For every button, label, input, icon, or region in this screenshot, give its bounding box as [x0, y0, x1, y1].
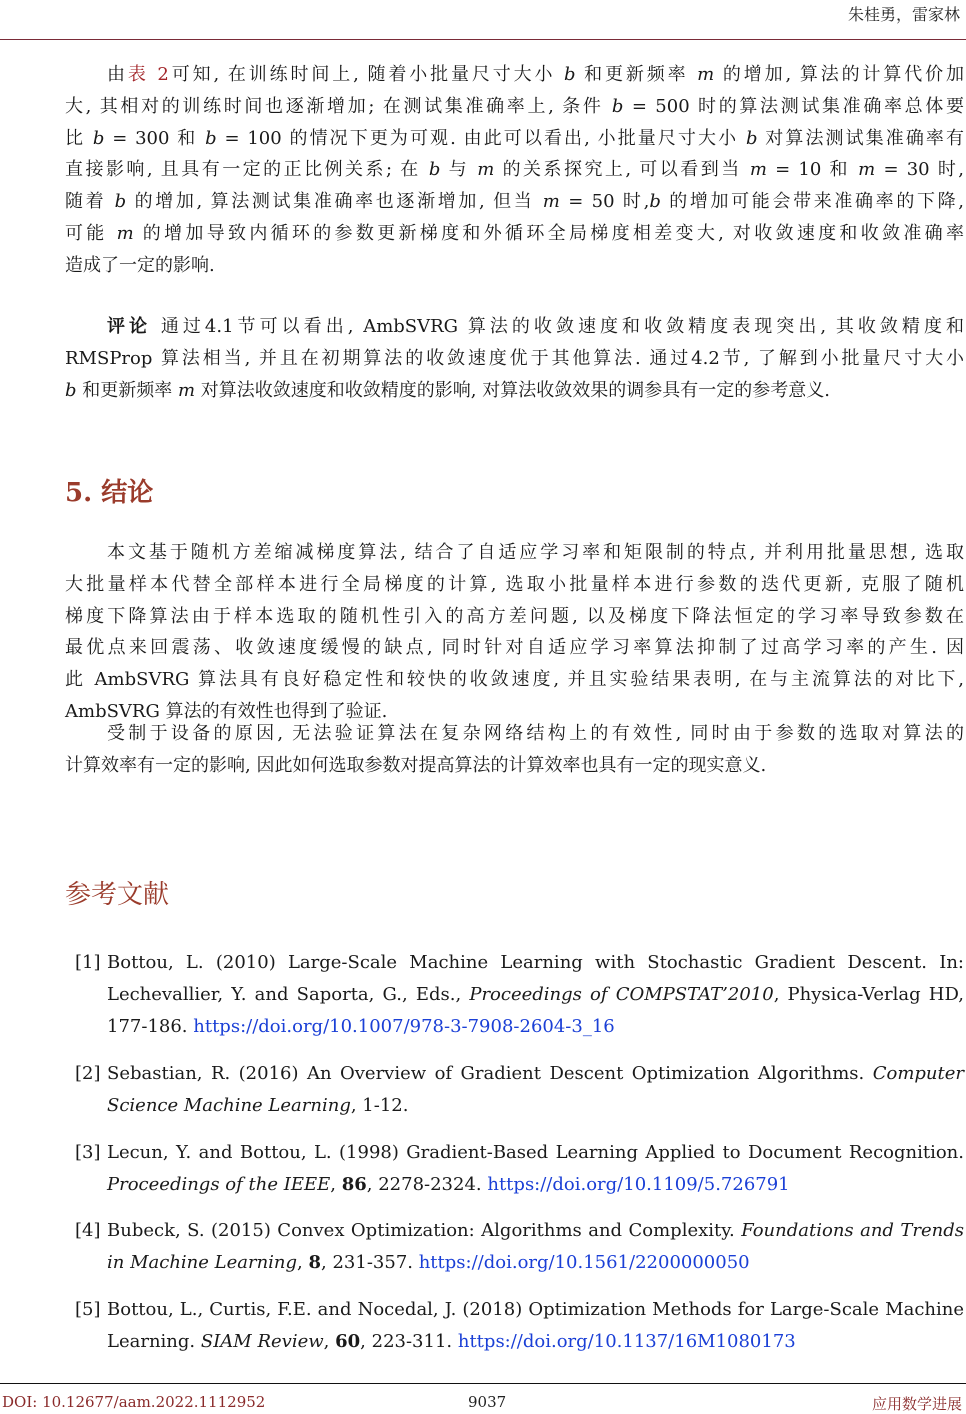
doi-link[interactable]: https://doi.org/10.1007/978-3-7908-2604-3_16 — [193, 1015, 615, 1037]
text-line — [65, 218, 964, 250]
text-run: 由 — [107, 64, 128, 85]
text-run: 的增加导致内循环的参数更新梯度和外循环全局梯度相差变大, 对收敛速度和收敛准确率 — [133, 222, 964, 244]
text-run: 的增加, 算法测试集准确率也逐渐增加, 但当 — [126, 191, 543, 213]
text-line — [65, 569, 964, 601]
italic-text: b — [611, 95, 624, 117]
italic-text: b — [564, 64, 576, 85]
text-run: 可能 — [65, 222, 117, 244]
text-run: 受制于设备的原因, 无法验证算法在复杂网络结构上的有效性, 同时由于参数的选取对算法的 — [107, 723, 964, 744]
text-run: 梯度下降算法由于样本选取的随机性引入的高方差问题, 以及梯度下降法恒定的学习率导致参数在 — [65, 605, 964, 627]
text-run: Sebastian, R. (2016) An Overview of Gradient Descent Optimization Algorithms. — [107, 1063, 873, 1084]
italic-text: m — [749, 159, 767, 181]
text-line — [65, 1058, 964, 1090]
text-line — [65, 601, 964, 633]
italic-text: m — [116, 222, 134, 244]
italic-text: b — [92, 127, 105, 149]
text-run: Bottou, L. (2010) Large-Scale Machine Learning with Stochastic Gradient Descent. In: — [107, 952, 964, 973]
text-line — [65, 947, 964, 979]
italic-text: SIAM Review — [200, 1330, 324, 1352]
text-run: = 50 时, — [559, 191, 650, 213]
reference-number: [3] — [75, 1142, 101, 1163]
paragraph-table2-analysis — [65, 59, 964, 282]
text-line — [65, 343, 964, 375]
text-line — [65, 979, 964, 1011]
running-header-authors: 朱桂勇，雷家林 — [847, 5, 960, 24]
text-line — [65, 375, 964, 407]
text-run: AmbSVRG 算法的有效性也得到了验证. — [65, 700, 388, 722]
text-line — [65, 1326, 964, 1358]
text-run: Lechevallier, Y. and Saporta, G., Eds., — [107, 983, 470, 1005]
footer-journal: 应用数学进展 — [871, 1395, 962, 1413]
text-run: = 500 时的算法测试集准确率总体要 — [623, 95, 964, 117]
reference-item — [65, 1137, 964, 1201]
italic-text: Science Machine Learning — [107, 1094, 351, 1116]
text-run: 通过4.1节可以看出, AmbSVRG 算法的收敛速度和收敛精度表现突出, 其收敛精度和 — [151, 316, 965, 337]
reference-number: [2] — [75, 1063, 101, 1084]
text-run: 本文基于随机方差缩减梯度算法, 结合了自适应学习率和矩限制的特点, 并利用批量思想, 选取 — [107, 542, 964, 563]
reference-number: [1] — [75, 952, 101, 973]
text-line — [65, 311, 964, 343]
italic-text: m — [177, 379, 196, 401]
text-run: 对算法收敛速度和收敛精度的影响, 对算法收敛效果的调参具有一定的参考意义. — [195, 379, 830, 401]
footer-rule — [0, 1383, 966, 1384]
text-run: = 10 和 — [766, 159, 859, 181]
text-run: 此 AmbSVRG 算法具有良好稳定性和较快的收敛速度, 并且实验结果表明, 在与主流算法的对比下, — [65, 669, 964, 691]
reference-item — [65, 1058, 964, 1122]
text-line — [65, 154, 964, 186]
text-run: 可知, 在训练时间上, 随着小批量尺寸大小 — [168, 64, 564, 85]
text-line — [65, 1090, 964, 1122]
section-heading-conclusion: 5. 结论 — [65, 478, 154, 508]
text-run: , — [297, 1251, 309, 1273]
text-run: 的增加可能会带来准确率的下降, — [660, 191, 964, 213]
text-run: Bubeck, S. (2015) Convex Optimization: Algorithms and Complexity. — [107, 1220, 742, 1241]
text-run: 177-186. — [107, 1015, 194, 1037]
italic-text: m — [858, 159, 876, 181]
text-run: 大, 其相对的训练时间也逐渐增加; 在测试集准确率上, 条件 — [65, 95, 612, 117]
reference-number: [5] — [75, 1299, 101, 1320]
italic-text: b — [745, 127, 758, 149]
text-line — [65, 1215, 964, 1247]
italic-text: b — [114, 191, 127, 213]
section-heading-references: 参考文献 — [65, 880, 170, 910]
text-run: , — [323, 1330, 336, 1352]
text-run: Bottou, L., Curtis, F.E. and Nocedal, J. (2018) Optimization Methods for Large-Scale Machine — [107, 1299, 964, 1320]
text-run: 和更新频率 — [76, 379, 178, 401]
text-run: , 1-12. — [350, 1094, 409, 1116]
paragraph-comment — [65, 311, 964, 406]
bold-text: 评论 — [107, 316, 152, 337]
text-run: , Physica-Verlag HD, — [773, 983, 964, 1005]
reference-item — [65, 947, 964, 1042]
text-run: 最优点来回震荡、收敛速度缓慢的缺点, 同时针对自适应学习率算法抑制了过高学习率的产生. 因 — [65, 637, 964, 659]
doi-link[interactable]: https://doi.org/10.1561/2200000050 — [418, 1251, 750, 1273]
text-run: RMSProp 算法相当, 并且在初期算法的收敛速度优于其他算法. 通过4.2节, 了解到小批量尺寸大小 — [65, 347, 964, 369]
italic-text: b — [428, 159, 441, 181]
text-line — [65, 186, 964, 218]
text-run: 和更新频率 — [575, 64, 698, 85]
text-line — [65, 632, 964, 664]
text-run: Learning. — [107, 1330, 201, 1352]
italic-text: b — [205, 127, 217, 149]
paragraph-conclusion-1 — [65, 537, 964, 728]
text-run: = 300 和 — [104, 127, 206, 149]
text-run: 对算法测试集准确率有 — [757, 127, 964, 149]
italic-text: b — [65, 379, 77, 401]
text-run: 的增加, 算法的计算代价加 — [714, 64, 964, 85]
text-line — [65, 1169, 964, 1201]
text-run: 造成了一定的影响. — [65, 254, 215, 276]
text-line — [65, 59, 964, 91]
italic-text: m — [697, 64, 715, 85]
text-run: , — [330, 1173, 342, 1195]
text-line — [65, 750, 964, 782]
text-run: = 100 的情况下更为可观. 由此可以看出, 小批量尺寸大小 — [216, 127, 746, 149]
text-run: = 30 时, — [875, 159, 965, 181]
paragraph-conclusion-2 — [65, 718, 964, 782]
text-run: , 231-357. — [321, 1251, 419, 1273]
text-line — [65, 91, 964, 123]
italic-text: m — [477, 159, 495, 181]
reference-number: [4] — [75, 1220, 101, 1241]
text-run: 直接影响, 且具有一定的正比例关系; 在 — [65, 159, 429, 181]
text-line — [65, 1247, 964, 1279]
reference-item — [65, 1294, 964, 1358]
italic-text: in Machine Learning — [107, 1251, 298, 1273]
italic-text: Computer — [872, 1063, 964, 1084]
italic-text: Foundations and Trends — [741, 1220, 965, 1241]
italic-text: Proceedings of COMPSTAT’2010 — [469, 983, 774, 1005]
text-run: , 2278-2324. — [366, 1173, 488, 1195]
text-line — [65, 664, 964, 696]
header-rule — [0, 39, 966, 40]
text-line — [65, 250, 964, 282]
text-run: 大批量样本代替全部样本进行全局梯度的计算, 选取小批量样本进行参数的迭代更新, 克服了随机 — [65, 573, 964, 595]
text-line — [65, 718, 964, 750]
text-run: 计算效率有一定的影响, 因此如何选取参数对提高算法的计算效率也具有一定的现实意义. — [65, 754, 767, 776]
bold-text: 86 — [341, 1173, 367, 1195]
text-line — [65, 123, 964, 155]
text-run: 比 — [65, 127, 93, 149]
italic-text: m — [542, 191, 560, 213]
bold-text: 60 — [335, 1330, 361, 1352]
text-run: 与 — [440, 159, 478, 181]
reference-item — [65, 1215, 964, 1279]
italic-text: b — [649, 191, 661, 213]
text-line — [65, 1137, 964, 1169]
footer-doi: DOI: 10.12677/aam.2022.1112952 — [2, 1393, 266, 1411]
text-line — [65, 1294, 964, 1326]
text-run: 随着 — [65, 191, 115, 213]
italic-text: Proceedings of the IEEE — [107, 1173, 331, 1195]
bold-text: 8 — [308, 1251, 322, 1273]
doi-link[interactable]: https://doi.org/10.1109/5.726791 — [487, 1173, 790, 1195]
text-line — [65, 1011, 964, 1043]
text-run: Lecun, Y. and Bottou, L. (1998) Gradient-Based Learning Applied to Document Recognition. — [107, 1142, 964, 1163]
doi-link[interactable]: https://doi.org/10.1137/16M1080173 — [457, 1330, 796, 1352]
text-line — [65, 537, 964, 569]
text-run: 的关系探究上, 可以看到当 — [494, 159, 750, 181]
table-reference-link[interactable]: 表 2 — [127, 64, 169, 85]
page-number: 9037 — [468, 1393, 507, 1411]
text-run: , 223-311. — [360, 1330, 458, 1352]
